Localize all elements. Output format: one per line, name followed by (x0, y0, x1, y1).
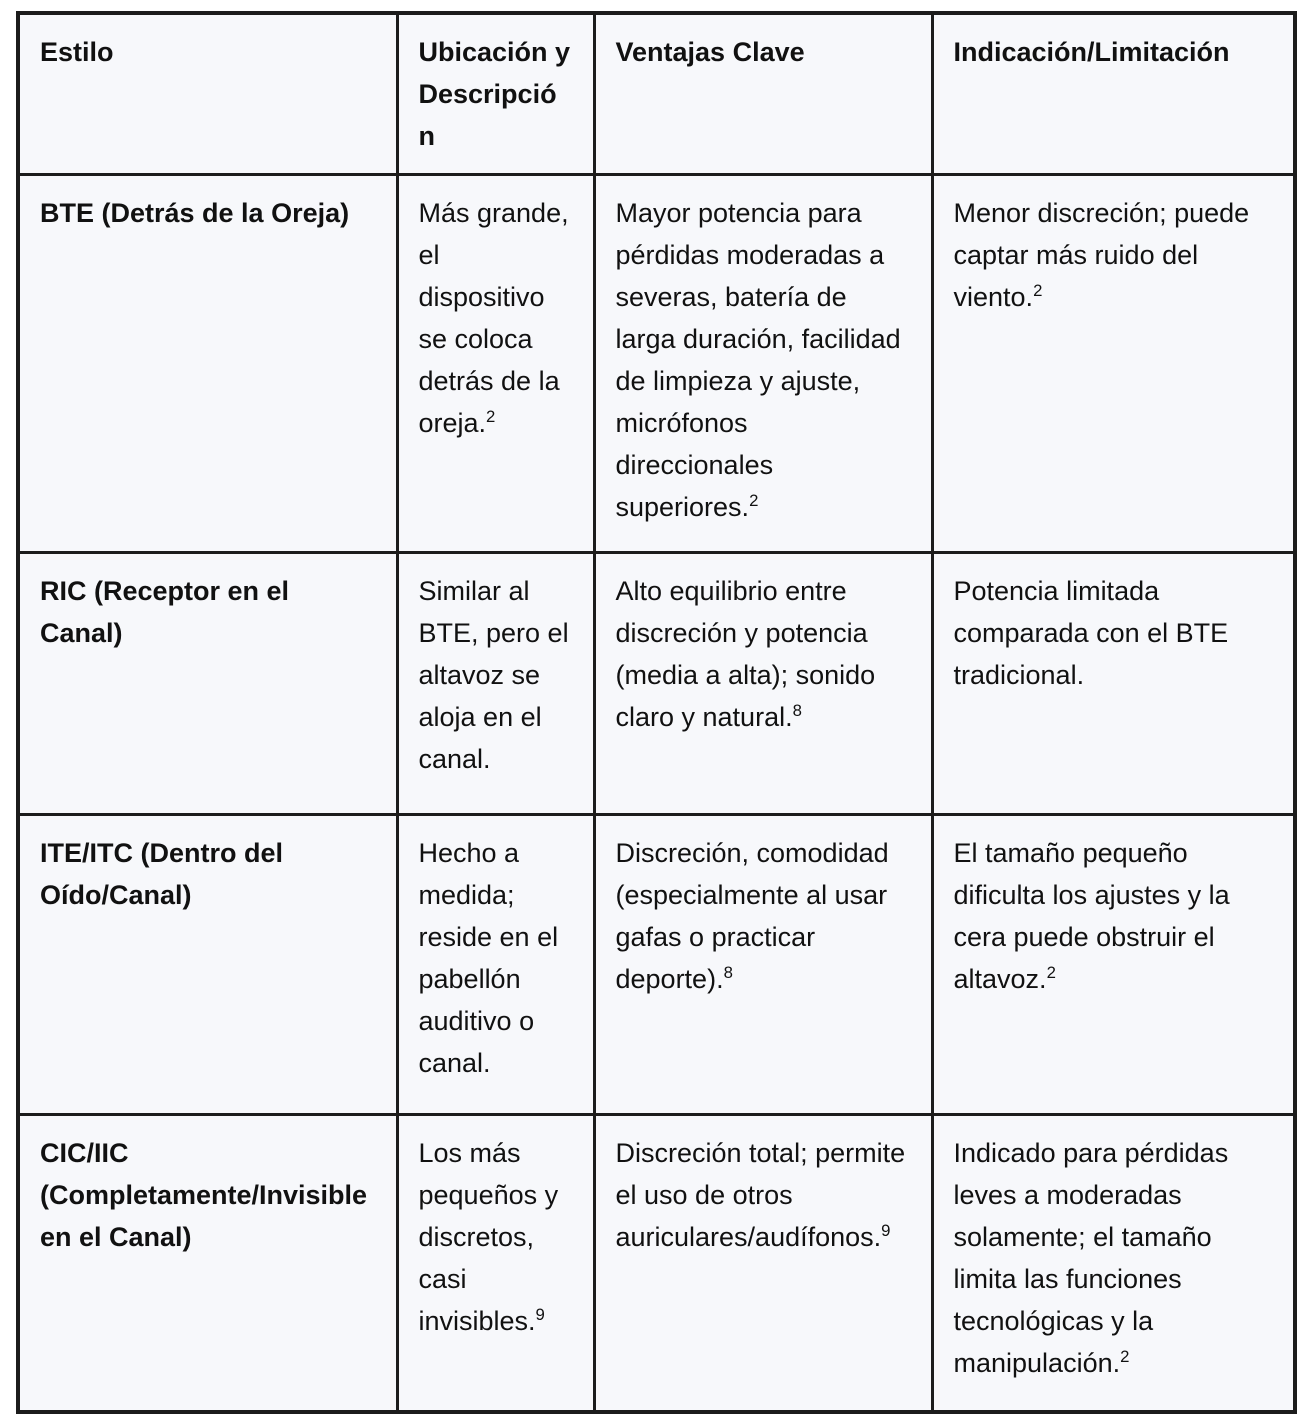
hearing-aid-styles-table-container (16, 11, 1297, 1414)
cell-text: Los más pequeños y discretos, casi invisibles. (418, 1138, 559, 1336)
footnote-ref: 2 (1046, 963, 1056, 982)
table-row-bte (18, 175, 1295, 553)
cell-bte-ventajas (594, 175, 932, 553)
cell-cic-estilo (18, 1115, 397, 1412)
cell-text: El tamaño pequeño dificulta los ajustes y la cera puede obstruir el altavoz. (953, 838, 1230, 994)
cell-cic-ubicacion (397, 1115, 594, 1412)
cell-text: RIC (Receptor en el Canal) (40, 576, 290, 648)
footnote-ref: 8 (723, 963, 733, 982)
cell-ite-ubicacion (397, 815, 594, 1115)
cell-ite-ventajas (594, 815, 932, 1115)
column-header-indicacion: Indicación/Limitación (932, 13, 1295, 175)
cell-ric-ubicacion (397, 553, 594, 815)
column-header-ventajas: Ventajas Clave (594, 13, 932, 175)
cell-text: Similar al BTE, pero el altavoz se aloja en el canal. (418, 576, 569, 774)
cell-text: Potencia limitada comparada con el BTE tradicional. (953, 576, 1229, 690)
cell-ric-estilo (18, 553, 397, 815)
cell-text: Menor discreción; puede captar más ruido del viento. (953, 198, 1250, 312)
cell-cic-ventajas (594, 1115, 932, 1412)
cell-text: Indicado para pérdidas leves a moderadas solamente; el tamaño limita las funciones tecnológicas y la manipulación. (953, 1138, 1229, 1378)
cell-bte-ubicacion (397, 175, 594, 553)
cell-ite-indicacion (932, 815, 1295, 1115)
column-header-ubicacion: Ubicación y Descripción (397, 13, 594, 175)
cell-bte-indicacion (932, 175, 1295, 553)
table-row-ric (18, 553, 1295, 815)
column-header-estilo: Estilo (18, 13, 397, 175)
cell-text: Hecho a medida; reside en el pabellón auditivo o canal. (418, 838, 559, 1078)
footnote-ref: 2 (749, 491, 759, 510)
cell-ite-estilo (18, 815, 397, 1115)
cell-text: BTE (Detrás de la Oreja) (40, 198, 350, 228)
cell-bte-estilo (18, 175, 397, 553)
footnote-ref: 8 (792, 701, 802, 720)
cell-ric-ventajas (594, 553, 932, 815)
table-row-ite-itc (18, 815, 1295, 1115)
hearing-aid-styles-table (16, 11, 1297, 1414)
cell-cic-indicacion (932, 1115, 1295, 1412)
cell-text: Discreción, comodidad (especialmente al usar gafas o practicar deporte). (615, 838, 889, 994)
cell-text: CIC/IIC (Completamente/Invisible en el Canal) (40, 1138, 368, 1252)
footnote-ref: 2 (486, 407, 496, 426)
footnote-ref: 9 (535, 1305, 545, 1324)
cell-text: Mayor potencia para pérdidas moderadas a severas, batería de larga duración, facilidad de limpieza y ajuste, micrófonos direccionales superiores. (615, 198, 901, 522)
footnote-ref: 9 (881, 1221, 891, 1240)
cell-text: Alto equilibrio entre discreción y potencia (media a alta); sonido claro y natural. (615, 576, 876, 732)
footnote-ref: 2 (1033, 281, 1043, 300)
cell-text: Más grande, el dispositivo se coloca detrás de la oreja. (418, 198, 569, 438)
footnote-ref: 2 (1120, 1347, 1130, 1366)
table-row-cic-iic (18, 1115, 1295, 1412)
table-header-row (18, 13, 1295, 175)
cell-text: Discreción total; permite el uso de otros auriculares/audífonos. (615, 1138, 906, 1252)
cell-text: ITE/ITC (Dentro del Oído/Canal) (40, 838, 283, 910)
cell-ric-indicacion (932, 553, 1295, 815)
